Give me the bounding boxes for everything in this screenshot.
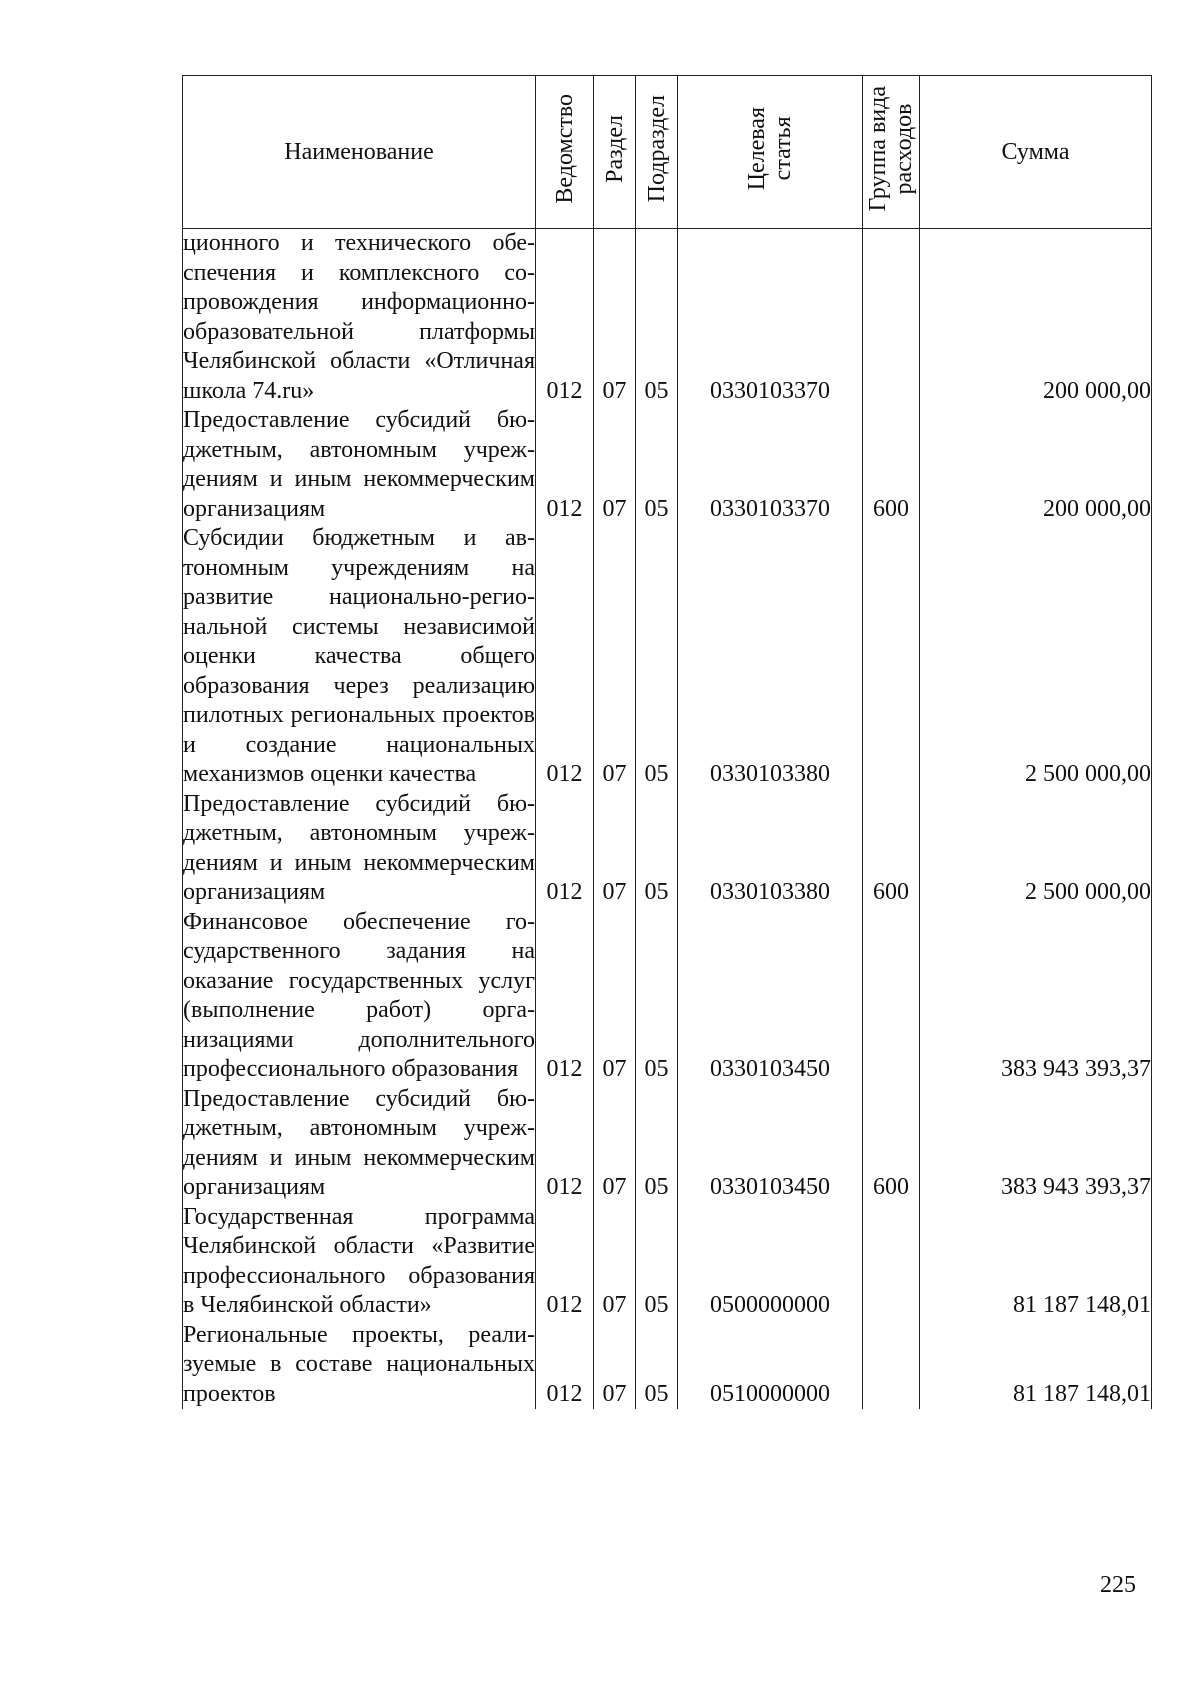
row-summa: 81 187 148,01 xyxy=(920,1203,1152,1321)
row-name: Государственная программа Челябинской области «Развитие профессионального образования в Челябинской области» xyxy=(183,1203,536,1321)
table-row xyxy=(183,790,1152,908)
header-razdel: Раздел xyxy=(594,76,636,229)
row-podrazdel: 05 xyxy=(636,1085,678,1203)
header-celevaya-statya: Целевая статья xyxy=(678,76,863,229)
row-razdel: 07 xyxy=(594,908,636,1085)
table-row xyxy=(183,1085,1152,1203)
row-vedomstvo: 012 xyxy=(536,790,594,908)
row-podrazdel: 05 xyxy=(636,1203,678,1321)
row-name: Региональные проекты, реализуемые в составе национальных проектов xyxy=(183,1321,536,1410)
row-gruppa xyxy=(863,524,920,790)
table-row xyxy=(183,229,1152,407)
header-summa: Сумма xyxy=(920,76,1152,229)
row-celevaya-statya: 0500000000 xyxy=(678,1203,863,1321)
table-row xyxy=(183,524,1152,790)
header-name: Наименование xyxy=(183,76,536,229)
row-podrazdel: 05 xyxy=(636,406,678,524)
row-gruppa: 600 xyxy=(863,790,920,908)
row-podrazdel: 05 xyxy=(636,908,678,1085)
row-celevaya-statya: 0330103370 xyxy=(678,406,863,524)
row-razdel: 07 xyxy=(594,1321,636,1410)
row-podrazdel: 05 xyxy=(636,790,678,908)
table-row xyxy=(183,1203,1152,1321)
row-summa: 200 000,00 xyxy=(920,406,1152,524)
row-summa: 81 187 148,01 xyxy=(920,1321,1152,1410)
row-name: Предоставление субсидий бюджетным, автономным учреждениям и иным некоммерческим организациям xyxy=(183,406,536,524)
row-vedomstvo: 012 xyxy=(536,524,594,790)
row-razdel: 07 xyxy=(594,1085,636,1203)
row-podrazdel: 05 xyxy=(636,229,678,407)
header-vedomstvo: Ведомство xyxy=(536,76,594,229)
table-row xyxy=(183,1321,1152,1410)
row-name: Субсидии бюджетным и автономным учреждениям на развитие национально-региональной системы независимой оценки качества общего образования через реализацию пилотных региональных проектов и создание национальных механизмов оценки качества xyxy=(183,524,536,790)
row-summa: 2 500 000,00 xyxy=(920,524,1152,790)
row-gruppa xyxy=(863,1203,920,1321)
row-razdel: 07 xyxy=(594,524,636,790)
table-row xyxy=(183,908,1152,1085)
row-vedomstvo: 012 xyxy=(536,1085,594,1203)
row-summa: 383 943 393,37 xyxy=(920,1085,1152,1203)
row-razdel: 07 xyxy=(594,229,636,407)
row-celevaya-statya: 0330103370 xyxy=(678,229,863,407)
budget-table xyxy=(182,75,1152,1409)
row-celevaya-statya: 0330103450 xyxy=(678,908,863,1085)
table-row xyxy=(183,406,1152,524)
header-podrazdel: Подраздел xyxy=(636,76,678,229)
row-name: Предоставление субсидий бюджетным, автономным учреждениям и иным некоммерческим организациям xyxy=(183,1085,536,1203)
row-name: ционного и технического обеспечения и комплексного сопровождения информационно-образовательной платформы Челябинской области «Отличная школа 74.ru» xyxy=(183,229,536,407)
row-celevaya-statya: 0330103380 xyxy=(678,524,863,790)
row-vedomstvo: 012 xyxy=(536,908,594,1085)
row-podrazdel: 05 xyxy=(636,1321,678,1410)
row-vedomstvo: 012 xyxy=(536,229,594,407)
row-razdel: 07 xyxy=(594,406,636,524)
table-header-row xyxy=(183,76,1152,229)
row-summa: 2 500 000,00 xyxy=(920,790,1152,908)
row-celevaya-statya: 0330103380 xyxy=(678,790,863,908)
row-gruppa: 600 xyxy=(863,406,920,524)
row-gruppa xyxy=(863,1321,920,1410)
row-gruppa xyxy=(863,908,920,1085)
row-vedomstvo: 012 xyxy=(536,1203,594,1321)
row-celevaya-statya: 0330103450 xyxy=(678,1085,863,1203)
row-razdel: 07 xyxy=(594,1203,636,1321)
row-name: Финансовое обеспечение государственного задания на оказание государственных услуг (выполнение работ) организациями дополнительного профессионального образования xyxy=(183,908,536,1085)
header-gruppa-vida-rashodov: Группа вида расходов xyxy=(863,76,920,229)
row-summa: 383 943 393,37 xyxy=(920,908,1152,1085)
row-razdel: 07 xyxy=(594,790,636,908)
row-gruppa: 600 xyxy=(863,1085,920,1203)
row-name: Предоставление субсидий бюджетным, автономным учреждениям и иным некоммерческим организациям xyxy=(183,790,536,908)
row-podrazdel: 05 xyxy=(636,524,678,790)
row-gruppa xyxy=(863,229,920,407)
page-number: 225 xyxy=(1100,1572,1136,1598)
row-vedomstvo: 012 xyxy=(536,406,594,524)
row-summa: 200 000,00 xyxy=(920,229,1152,407)
row-vedomstvo: 012 xyxy=(536,1321,594,1410)
row-celevaya-statya: 0510000000 xyxy=(678,1321,863,1410)
